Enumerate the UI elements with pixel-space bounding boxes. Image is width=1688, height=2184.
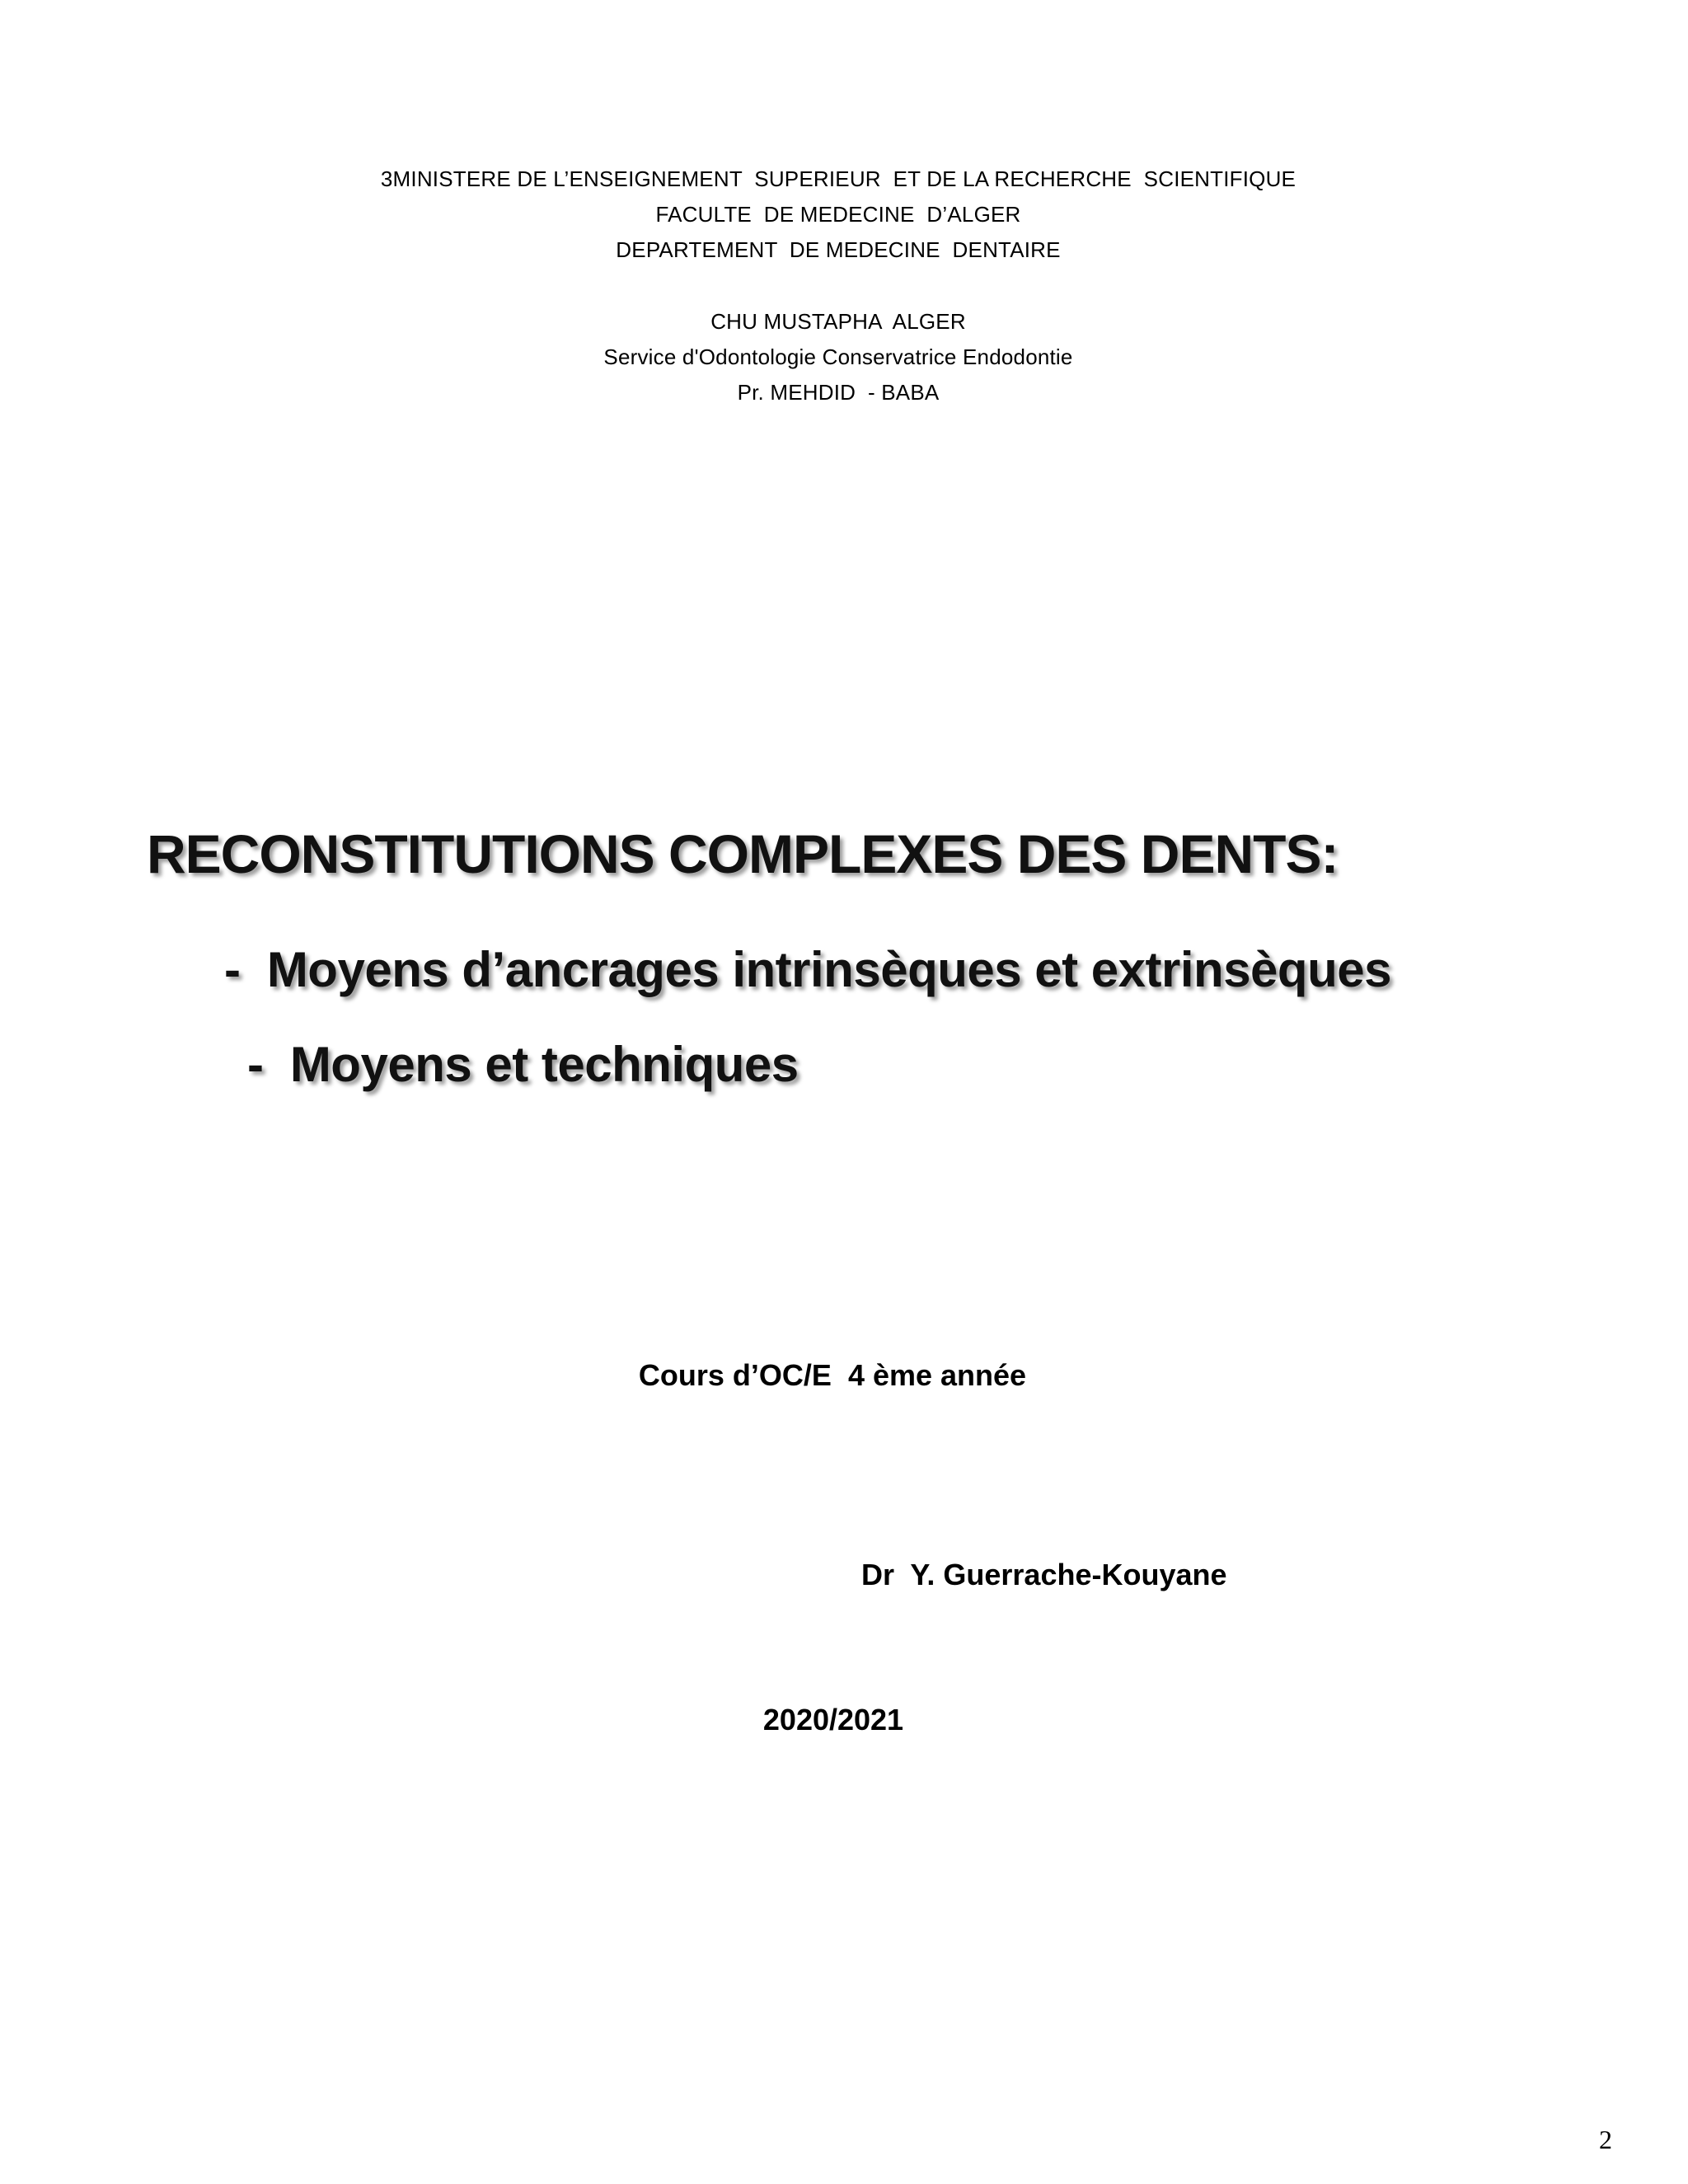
subtitle-techniques: - Moyens et techniques: [247, 1037, 799, 1092]
academic-year: 2020/2021: [762, 1703, 904, 1736]
header-ministry: 3MINISTERE DE L’ENSEIGNEMENT SUPERIEUR ET DE LA RECHERCHE SCIENTIFIQUE: [380, 166, 1296, 191]
header-hospital: CHU MUSTAPHA ALGER: [710, 309, 966, 334]
page-number: 2: [1599, 2125, 1612, 2154]
header-department: DEPARTEMENT DE MEDECINE DENTAIRE: [616, 237, 1061, 262]
header-service: Service d'Odontologie Conservatrice Endodontie: [603, 344, 1073, 369]
author-name: Dr Y. Guerrache-Kouyane: [861, 1558, 1227, 1591]
document-title: RECONSTITUTIONS COMPLEXES DES DENTS:: [147, 823, 1339, 884]
header-spacer: [0, 268, 1676, 304]
subtitle-anchorage: - Moyens d’ancrages intrinsèques et extrinsèques: [224, 942, 1391, 997]
header-faculty: FACULTE DE MEDECINE D’ALGER: [655, 202, 1021, 227]
course-label: Cours d’OC/E 4 ème année: [638, 1358, 1027, 1392]
header-professor: Pr. MEHDID - BABA: [737, 380, 940, 405]
institution-header: [0, 162, 1676, 410]
